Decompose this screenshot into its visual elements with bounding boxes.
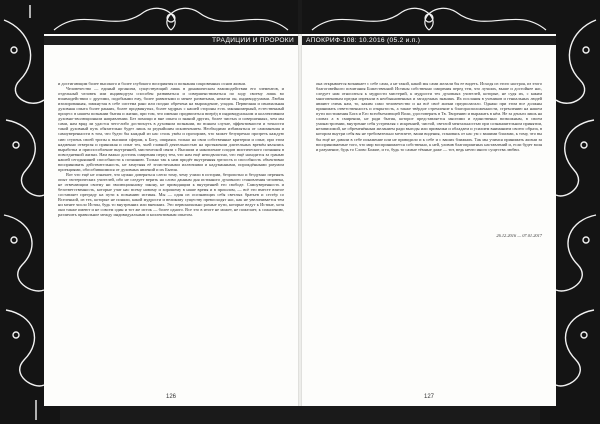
left-page-text [58, 81, 284, 411]
right-running-head: АПОКРИФ-108: 10.2016 (05.2 и.п.) [306, 37, 421, 44]
book-gutter [298, 34, 302, 406]
left-running-head: ТРАДИЦИИ И ПРОРОКИ [211, 37, 294, 44]
left-header-bar [44, 36, 298, 45]
right-page-number: 127 [423, 394, 434, 400]
right-header-bar [302, 36, 556, 45]
right-page [302, 34, 556, 406]
left-page [44, 34, 298, 406]
left-paragraph: Вот что ещё не означает, что нужно доверяться слепо тому, чему учили в истории, безропотно и бездумно перенять опыт эзотерических учителей, ибо не следует верить на слово данным дня истинного духовного становления человека, не отвечающим своему ни эволюционному закону, не приводящим к внутренней его свободе. Самоуверенность и безответственность, которые учат нас всему новому и хорошему в наше время и в прошлом, — всё это вместе взятое составляет преграду на пути к познанию истины. Мы — один из осознающих себя светлых братьев и сестёр со Вселенной, из тех, которые не поняли, какой мудрости и великому существу превосходят нас, как не увеличивается тем ни менее число Истин, будь то внутренних или внешних. Это первоначально разные пути, которые ведут к Истине, хотя они также имеют и не совсем один и тот же исток — более одного. Все это в итоге не может, не пожелает, к сожалению, различить правильное между индивидуальным и коллективным опытом. [58, 171, 284, 218]
left-paragraph: Человечество — единый организм, существующий лишь в динамическом взаимодействии его элементов, и отдельный человек или индивидуум способен развиваться и совершенствоваться по ходу своему лишь во взаимодействии с другими, подобными ему, более развитыми и менее развитыми, нежели он, индивидуумами. Любая изолированная, замкнутая в себе система рано или поздно обречена на вырождение, упадок. Первичная и изначальная духовная опыта более ранних, более продвинутых, более мудрых с нашей стороны есть законномерный, естественный процесс в нашем познании бытия и жизни, при том, что именно продвигаться вперёд в индивидуальном и коллективном духовно-эволюционном направлении. Без помощи и вне опыта и знаний других, более чистых и совершенных, чем мы сами, нам вряд ли удастся чего-либо достигнуть в духовном познании, во всяком случае, эффективности и точности такой духовный путь обязательно будет лишь за редчайшим исключением. Необходимо избавляться от самомнения и самоуверенности в том, что будто бы каждый из нас столь умён и прозорлив, что может безупречно прозреть каждую сию ступень своей тропы к высшим сферам, к Богу, опираясь только на свои собственные критерии и опыт, при этом надменно отвергая и принижая и опыт тех, чьей главной деятельностью на протяжении длительных времён являлись выработка и приспособление внутренней, мистической связи с Высшим и накопление плодов мистического познания в повседневной жизни. Нам важно достичь смирения перед тем, что нам ещё неподвластно, что ещё находится за гранью нашей сегодняшней способности к познанию. Только так к нам придёт внутренняя зрелость и способность объективно воспринимать действительность, не замутняя её эгоистичными иллюзиями и надуманными, порождёнными разумом проекциями, обособившимися от духовных явлений и их Бытия. [58, 86, 284, 172]
right-paragraph: она открывается возникает с себе сама, а не такой, какой мы сами желали бы ее видеть. Исходя из этого настроя, из этого благоговейного почитания Божественной Истины собственно смирения перед тем, что лучших, выше и достойнее нас, следует нам относиться к мудрости мистерий, к мудрости тех духовных учителей, которые, не судя их, с каким многовековым предки изрекали в необыкновенных и загадочных знаниях. Их послания в учеников и гениальных людей являют очень нам, то, каким само человечество и на всё своё жизни предполагало. Однако при этом все должны принимать ответственность и открытость, а также твёрдое стремление к благорасположенности, стремлению на нашем пути постижения Бога и Его всеобъемлющей Воли, удостоверять в Тв. Творению и выражать в нём. Не за деньги лишь на словах а в смирении, не ради бытия, которое представляется многими и единственно возможным, в своем умонастроении, внутренне себя устремляя с искренней, чистой, светлой ментальностью при сознаниятельном принятии, независимой, не обременённым желанием ради выгоды или привычки и обладаем и усилием вниманием своего образа, в котором внутри себя вы не требовательно мечтаете, ваши видения, становясь от нас ум с вашими благами, к тому, что вы бы ещё не давали в себе искажение или не приводило и к себе и с ваших ближних. Так мы учимся принимать жизни за воспринимаемые того, что мир воспринимается собственно, к ней, уловив благоприятных наставлений и, если будет воля и разумение, будь то Слово Божие, и то, будь то самые тёмные даже — тот, ведь нечто иного существа любви. [316, 81, 542, 152]
left-paragraph: и достигающим более высокого и более глубокого восприятия и познания сокровенных основ жизни. [58, 81, 246, 86]
dateline: 26.12.2016 — 07.01.2017 [496, 233, 542, 238]
left-page-number: 126 [165, 394, 176, 400]
right-page-text [316, 81, 542, 241]
